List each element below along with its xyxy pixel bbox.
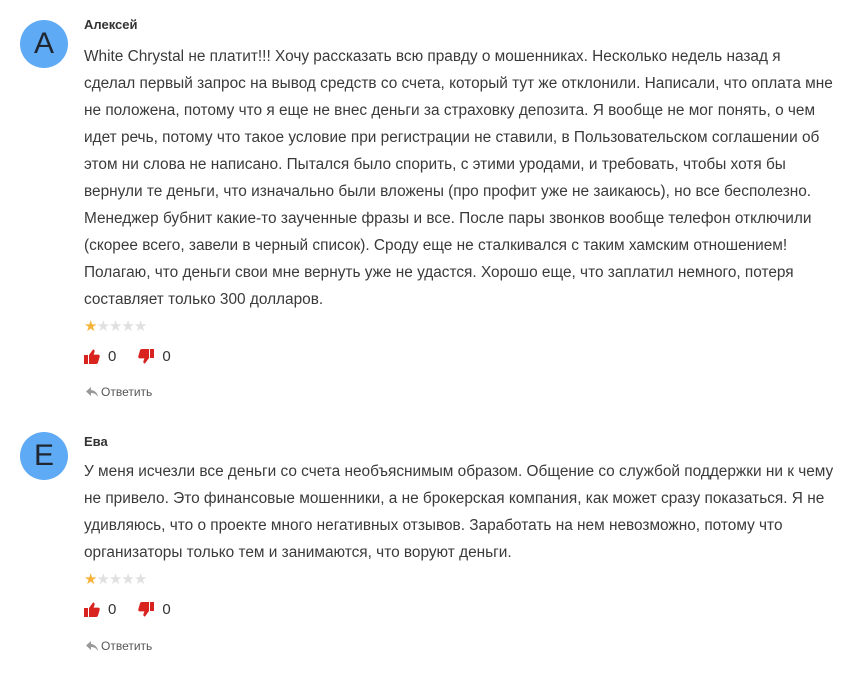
avatar: E (20, 432, 68, 480)
like-button[interactable] (84, 348, 116, 365)
star-icon[interactable]: ★ (108, 571, 122, 588)
dislike-button[interactable] (138, 348, 170, 365)
star-icon[interactable]: ★ (108, 318, 122, 335)
thumbs-up-icon (84, 602, 100, 617)
avatar: A (20, 20, 68, 68)
vote-bar (84, 599, 193, 619)
reply-arrow-icon (86, 387, 98, 397)
like-count: 0 (108, 600, 117, 618)
dislike-button[interactable] (138, 601, 170, 618)
reply-label: Ответить (101, 385, 153, 399)
dislike-count: 0 (162, 347, 171, 365)
star-icon[interactable]: ★ (121, 571, 134, 588)
comment-text: White Chrystal не платит!!! Хочу рассказать всю правду о мошенниках. Несколько недель назад я сделал первый запрос на вывод средств со счета, который тут же отклонили. Написали, что оплата мне не положена, потому что я еще не внес деньги за страховку депозита. Я вообще не мог понять, о чем идет речь, потому что такое условие при регистрации не ставили, в Пользовательском соглашении об этом ни слова не написано. Пытался было спорить, с этими уродами, и требовать, чтобы хотя бы вернули те деньги, что изначально были вложены (про профит уже не заикаюсь), но все бесполезно. Менеджер бубнит какие-то заученные фразы и все. После пары звонков вообще телефон отключили (скорее всего, завели в черный список). Сроду еще не сталкивался с таким хамским отношением! Полагаю, что деньги свои мне вернуть уже не удастся. Хорошо еще, что заплатил немного, потеря составляет только 300 долларов. (84, 48, 833, 308)
thumbs-down-icon (138, 602, 154, 617)
star-icon[interactable]: ★ (133, 571, 147, 588)
reply-arrow-icon (86, 641, 98, 651)
star-rating[interactable] (84, 572, 146, 588)
reply-button[interactable] (86, 385, 152, 399)
star-icon[interactable]: ★ (96, 571, 109, 588)
star-icon[interactable]: ★ (121, 318, 134, 335)
star-icon[interactable]: ★ (84, 318, 97, 335)
reply-label: Ответить (101, 639, 153, 653)
star-icon[interactable]: ★ (133, 318, 147, 335)
dislike-count: 0 (162, 600, 171, 618)
thumbs-up-icon (84, 349, 100, 364)
star-rating[interactable] (84, 319, 146, 335)
vote-bar (84, 346, 193, 366)
comment-author: Ева (84, 434, 108, 449)
star-icon[interactable]: ★ (96, 318, 109, 335)
like-count: 0 (108, 347, 117, 365)
comment-author: Алексей (84, 17, 138, 32)
comment-text: У меня исчезли все деньги со счета необъяснимым образом. Общение со службой поддержки ни к чему не привело. Это финансовые мошенники, а не брокерская компания, как может сразу показаться. Я не удивляюсь, что о проекте много негативных отзывов. Заработать на нем невозможно, потому что организаторы только тем и занимаются, что воруют деньги. (84, 463, 834, 561)
like-button[interactable] (84, 601, 116, 618)
star-icon[interactable]: ★ (84, 571, 97, 588)
thumbs-down-icon (138, 349, 154, 364)
reply-button[interactable] (86, 639, 152, 653)
